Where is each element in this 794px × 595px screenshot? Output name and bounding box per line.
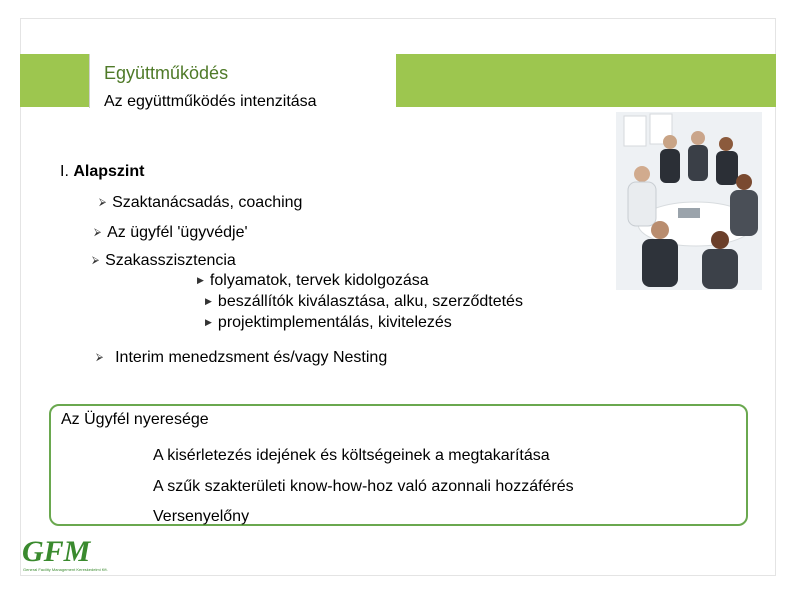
sub-bullet-item xyxy=(205,293,523,311)
sub-bullet-text: beszállítók kiválasztása, alku, szerződtetés xyxy=(217,293,523,310)
bullet-item xyxy=(94,224,248,242)
arrowhead-icon: ⮚ xyxy=(96,352,104,364)
sub-bullet-text: folyamatok, tervek kidolgozása xyxy=(209,272,429,289)
bullet-text: Az ügyfél 'ügyvédje' xyxy=(107,224,248,241)
bullet-text: Szakasszisztencia xyxy=(105,252,236,269)
slide-subtitle: Az együttműködés intenzitása xyxy=(104,93,317,110)
header-divider xyxy=(89,54,90,108)
bullet-text: Interim menedzsment és/vagy Nesting xyxy=(115,349,388,366)
slide-title: Együttműködés xyxy=(104,63,229,83)
bullet-text: Szaktanácsadás, coaching xyxy=(112,194,303,211)
triangle-right-icon: ▶ xyxy=(197,275,204,286)
bullet-item xyxy=(92,252,236,270)
bullet-item xyxy=(96,349,387,367)
bullet-item xyxy=(99,194,302,212)
sub-bullet-text: projektimplementálás, kivitelezés xyxy=(217,314,452,331)
benefit-item: A szűk szakterületi know-how-hoz való azonnali hozzáférés xyxy=(153,478,574,495)
logo-tagline: General Facility Management Kereskedelmi Kft. xyxy=(23,567,108,572)
benefit-item: Versenyelőny xyxy=(153,508,250,525)
logo-text: GFM xyxy=(22,535,91,568)
sub-bullet-item xyxy=(197,272,429,290)
benefit-item: A kisérletezés idejének és költségeinek a megtakarítása xyxy=(153,447,550,464)
benefit-title: Az Ügyfél nyeresége xyxy=(61,411,209,428)
arrowhead-icon: ⮚ xyxy=(99,197,107,209)
arrowhead-icon: ⮚ xyxy=(92,255,100,267)
level-heading xyxy=(60,163,144,181)
level-prefix: I. xyxy=(60,163,74,180)
gfm-logo xyxy=(20,533,115,575)
level-label: Alapszint xyxy=(73,163,145,180)
meeting-photo xyxy=(616,112,762,290)
triangle-right-icon: ▶ xyxy=(205,317,212,328)
arrowhead-icon: ⮚ xyxy=(94,227,102,239)
sub-bullet-item xyxy=(205,314,452,332)
triangle-right-icon: ▶ xyxy=(205,296,212,307)
